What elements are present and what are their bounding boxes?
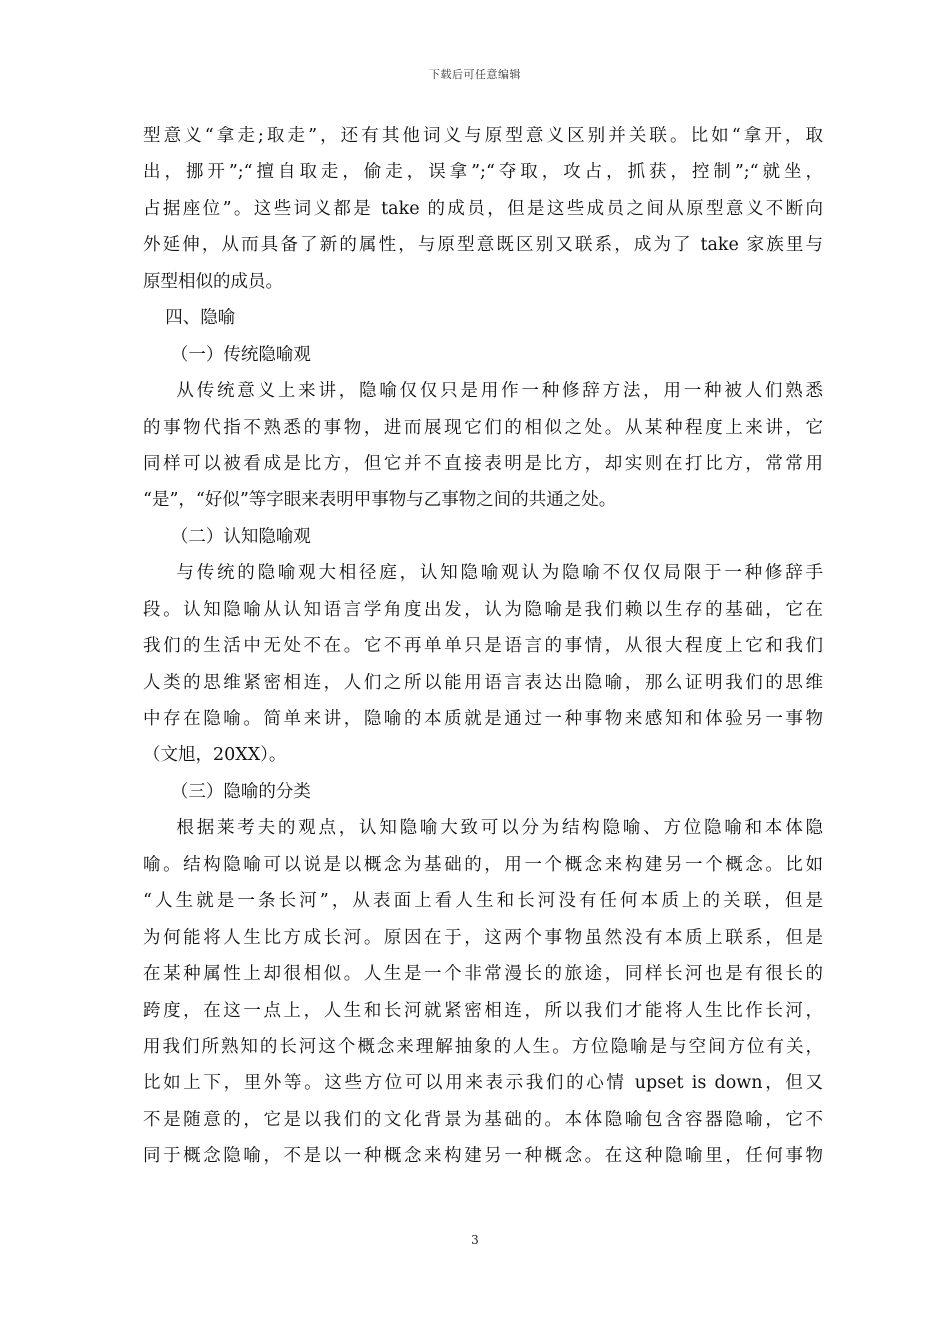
text-line: 型意义“拿走;取走”，还有其他词义与原型意义区别并关联。比如“拿开，取 xyxy=(143,126,823,146)
subsection-heading: （二）认知隐喻观 xyxy=(143,526,311,547)
text-line: 同样可以被看成是比方，但它并不直接表明是比方，却实则在打比方，常常用 xyxy=(143,453,823,474)
text-line: 原型相似的成员。 xyxy=(143,271,283,292)
text-line: 从传统意义上来讲，隐喻仅仅只是用作一种修辞方法，用一种被人们熟悉 xyxy=(143,381,823,402)
text-line: 比如上下，里外等。这些方位可以用来表示我们的心情 upset is down，但又 xyxy=(143,1073,823,1094)
text-line: （文旭，20XX）。 xyxy=(143,745,287,766)
text-line: 外延伸，从而具备了新的属性，与原型意既区别又联系，成为了 take 家族里与 xyxy=(143,235,823,256)
page-number: 3 xyxy=(471,1233,479,1247)
text-line: 同于概念隐喻，不是以一种概念来构建另一种概念。在这种隐喻里，任何事物 xyxy=(143,1146,823,1167)
text-line: 出，挪开”;“擅自取走，偷走，误拿”;“夺取，攻占，抓获，控制”;“就坐， xyxy=(143,162,823,183)
subsection-heading: （三）隐喻的分类 xyxy=(143,781,311,802)
text-line: 段。认知隐喻从认知语言学角度出发，认为隐喻是我们赖以生存的基础，它在 xyxy=(143,599,823,620)
text-line: 根据莱考夫的观点，认知隐喻大致可以分为结构隐喻、方位隐喻和本体隐 xyxy=(143,818,823,839)
text-line: 用我们所熟知的长河这个概念来理解抽象的人生。方位隐喻是与空间方位有关， xyxy=(143,1036,823,1057)
section-heading: 四、隐喻 xyxy=(143,308,236,329)
text-line: 喻。结构隐喻可以说是以概念为基础的，用一个概念来构建另一个概念。比如 xyxy=(143,854,823,875)
text-line: “人生就是一条长河”，从表面上看人生和长河没有任何本质上的关联，但是 xyxy=(143,891,823,912)
text-line: 中存在隐喻。简单来讲，隐喻的本质就是通过一种事物来感知和体验另一事物 xyxy=(143,709,823,729)
text-line: 为何能将人生比方成长河。原因在于，这两个事物虽然没有本质上联系，但是 xyxy=(143,927,823,948)
text-line: 跨度，在这一点上，人生和长河就紧密相连，所以我们才能将人生比作长河， xyxy=(143,1000,823,1021)
text-line: 在某种属性上却很相似。人生是一个非常漫长的旅途，同样长河也是有很长的 xyxy=(143,964,823,985)
text-line: “是”，“好似”等字眼来表明甲事物与乙事物之间的共通之处。 xyxy=(143,490,617,511)
text-line: 的事物代指不熟悉的事物，进而展现它们的相似之处。从某种程度上来讲，它 xyxy=(143,417,823,438)
text-line: 不是随意的，它是以我们的文化背景为基础的。本体隐喻包含容器隐喻，它不 xyxy=(143,1109,823,1130)
page-header: 下载后可任意编辑 xyxy=(429,68,521,81)
document-body xyxy=(143,118,823,1175)
text-line: 占据座位”。这些词义都是 take 的成员，但是这些成员之间从原型意义不断向 xyxy=(143,198,823,219)
text-line: 与传统的隐喻观大相径庭，认知隐喻观认为隐喻不仅仅局限于一种修辞手 xyxy=(143,563,823,584)
subsection-heading: （一）传统隐喻观 xyxy=(143,344,311,365)
text-line: 我们的生活中无处不在。它不再单单只是语言的事情，从很大程度上它和我们 xyxy=(143,636,823,657)
text-line: 人类的思维紧密相连，人们之所以能用语言表达出隐喻，那么证明我们的思维 xyxy=(143,672,823,693)
